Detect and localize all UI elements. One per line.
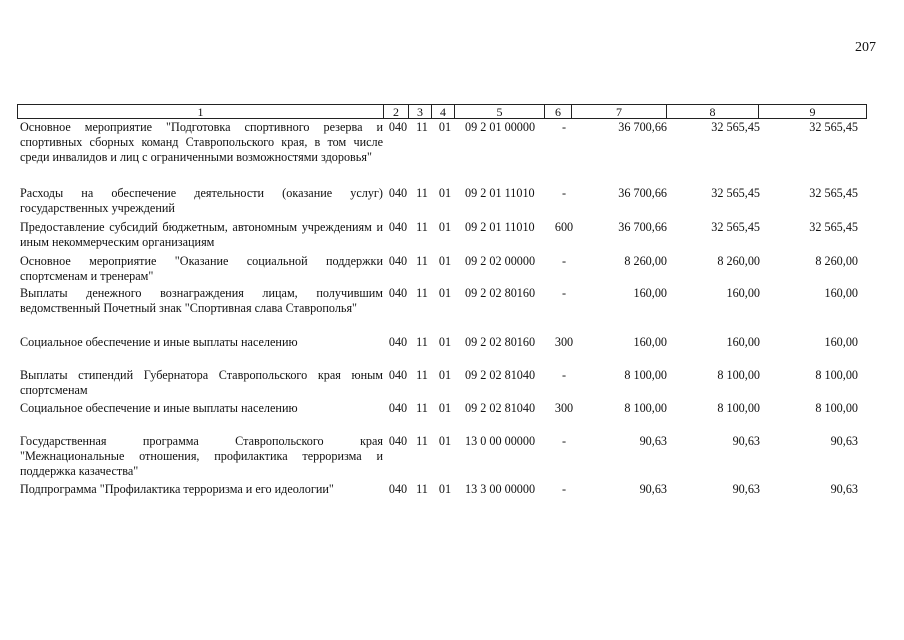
header-cell-6: 6 [545, 105, 572, 118]
row-amount-7: 36 700,66 [618, 186, 667, 200]
row-code-5: 13 0 00 00000 [465, 434, 536, 448]
row-code-6: - [561, 186, 567, 200]
row-code-3: 11 [416, 254, 428, 268]
row-amount-8: 160,00 [726, 286, 760, 300]
row-amount-8: 32 565,45 [711, 120, 760, 134]
row-code-5: 09 2 02 81040 [465, 368, 536, 382]
row-amount-7: 160,00 [633, 335, 667, 349]
row-code-3: 11 [416, 220, 428, 234]
row-code-6: 300 [554, 335, 574, 349]
row-code-3: 11 [416, 434, 428, 448]
row-name: Социальное обеспечение и иные выплаты населению [20, 335, 298, 349]
row-code-6: - [561, 434, 567, 448]
row-code-5: 09 2 01 11010 [465, 220, 535, 234]
row-code-3: 11 [416, 286, 428, 300]
header-cell-2: 2 [384, 105, 409, 118]
row-amount-9: 8 100,00 [815, 401, 858, 415]
row-amount-9: 90,63 [830, 482, 858, 496]
row-code-4: 01 [438, 335, 452, 349]
row-code-5: 09 2 02 80160 [465, 335, 536, 349]
row-name: Предоставление субсидий бюджетным, автономным учреждениям и иным некоммерческим организациям [20, 220, 383, 249]
row-amount-7: 36 700,66 [618, 220, 667, 234]
row-amount-9: 32 565,45 [809, 186, 858, 200]
row-amount-7: 36 700,66 [618, 120, 667, 134]
row-code-3: 11 [416, 186, 428, 200]
row-code-5: 09 2 01 00000 [465, 120, 536, 134]
header-cell-8: 8 [667, 105, 759, 118]
row-amount-9: 32 565,45 [809, 220, 858, 234]
header-cell-1: 1 [18, 105, 384, 118]
row-code-2: 040 [388, 254, 408, 268]
row-code-6: - [561, 286, 567, 300]
row-code-3: 11 [416, 335, 428, 349]
row-code-4: 01 [438, 286, 452, 300]
row-name: Государственная программа Ставропольского края "Межнациональные отношения, профилактика терроризма и поддержка казачества" [20, 434, 383, 478]
row-code-5: 13 3 00 00000 [465, 482, 536, 496]
header-cell-4: 4 [432, 105, 455, 118]
row-amount-7: 8 100,00 [624, 401, 667, 415]
row-code-4: 01 [438, 254, 452, 268]
row-code-4: 01 [438, 120, 452, 134]
row-amount-7: 90,63 [639, 482, 667, 496]
row-amount-8: 8 100,00 [717, 401, 760, 415]
row-code-4: 01 [438, 368, 452, 382]
row-amount-7: 8 100,00 [624, 368, 667, 382]
row-code-6: - [561, 368, 567, 382]
row-code-5: 09 2 01 11010 [465, 186, 535, 200]
row-code-3: 11 [416, 482, 428, 496]
header-cell-5: 5 [455, 105, 545, 118]
row-code-2: 040 [388, 286, 408, 300]
row-amount-8: 90,63 [732, 482, 760, 496]
row-name: Выплаты денежного вознаграждения лицам, получившим ведомственный Почетный знак "Спортивная слава Ставрополья" [20, 286, 383, 315]
row-code-5: 09 2 02 80160 [465, 286, 536, 300]
row-amount-9: 8 100,00 [815, 368, 858, 382]
row-code-6: - [561, 482, 567, 496]
row-amount-8: 32 565,45 [711, 220, 760, 234]
header-cell-7: 7 [572, 105, 667, 118]
row-code-3: 11 [416, 368, 428, 382]
row-amount-9: 32 565,45 [809, 120, 858, 134]
row-code-4: 01 [438, 482, 452, 496]
row-code-2: 040 [388, 482, 408, 496]
row-name: Социальное обеспечение и иные выплаты населению [20, 401, 298, 415]
row-code-2: 040 [388, 220, 408, 234]
row-code-3: 11 [416, 120, 428, 134]
row-code-5: 09 2 02 00000 [465, 254, 536, 268]
row-amount-7: 90,63 [639, 434, 667, 448]
row-amount-8: 160,00 [726, 335, 760, 349]
row-amount-8: 90,63 [732, 434, 760, 448]
header-cell-3: 3 [409, 105, 432, 118]
row-amount-8: 8 260,00 [717, 254, 760, 268]
row-code-2: 040 [388, 186, 408, 200]
row-amount-9: 8 260,00 [815, 254, 858, 268]
row-code-2: 040 [388, 120, 408, 134]
row-code-4: 01 [438, 401, 452, 415]
row-code-2: 040 [388, 401, 408, 415]
row-name: Подпрограмма "Профилактика терроризма и его идеологии" [20, 482, 334, 496]
row-code-2: 040 [388, 434, 408, 448]
row-amount-8: 8 100,00 [717, 368, 760, 382]
row-code-6: - [561, 120, 567, 134]
table-header [17, 104, 867, 119]
row-code-4: 01 [438, 186, 452, 200]
row-amount-7: 8 260,00 [624, 254, 667, 268]
header-cell-9: 9 [809, 105, 816, 119]
row-amount-9: 160,00 [824, 286, 858, 300]
row-name: Расходы на обеспечение деятельности (оказание услуг) государственных учреждений [20, 186, 383, 215]
row-code-6: 600 [554, 220, 574, 234]
row-code-2: 040 [388, 368, 408, 382]
row-code-5: 09 2 02 81040 [465, 401, 536, 415]
row-code-3: 11 [416, 401, 428, 415]
page-number: 207 [855, 40, 876, 55]
row-name: Основное мероприятие "Подготовка спортивного резерва и спортивных сборных команд Ставропольского края, в том числе среди инвалидов и лиц с ограниченными возможностями здоровья" [20, 120, 383, 164]
row-code-4: 01 [438, 434, 452, 448]
row-amount-9: 160,00 [824, 335, 858, 349]
row-amount-8: 32 565,45 [711, 186, 760, 200]
row-name: Выплаты стипендий Губернатора Ставропольского края юным спортсменам [20, 368, 383, 397]
row-code-6: - [561, 254, 567, 268]
row-amount-7: 160,00 [633, 286, 667, 300]
row-code-4: 01 [438, 220, 452, 234]
row-code-2: 040 [388, 335, 408, 349]
row-code-6: 300 [554, 401, 574, 415]
row-amount-9: 90,63 [830, 434, 858, 448]
row-name: Основное мероприятие "Оказание социальной поддержки спортсменам и тренерам" [20, 254, 383, 283]
